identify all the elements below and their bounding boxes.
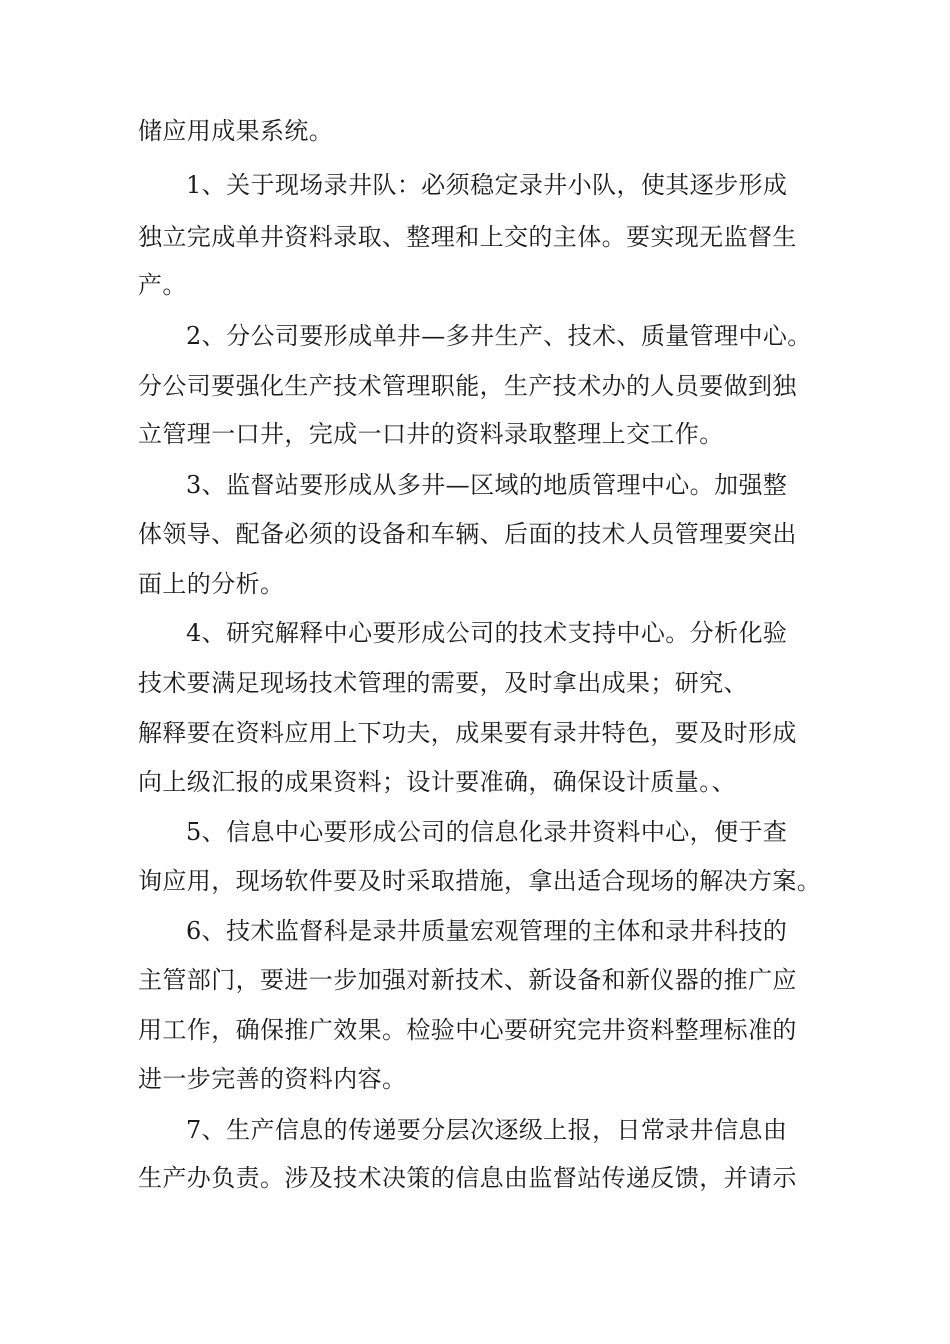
text-line-10: 面上的分析。 (138, 570, 285, 598)
text-line-5: 2、分公司要形成单井—多井生产、技术、质量管理中心。 (186, 322, 812, 350)
text-line-11: 4、研究解释中心要形成公司的技术支持中心。分析化验 (186, 619, 788, 647)
text-line-13: 解释要在资料应用上下功夫，成果要有录井特色，要及时形成 (138, 719, 797, 747)
text-line-22: 生产办负责。涉及技术决策的信息由监督站传递反馈，并请示 (138, 1164, 797, 1192)
text-line-7: 立管理一口井，完成一口井的资料录取整理上交工作。 (138, 420, 724, 448)
text-line-4: 产。 (138, 271, 187, 299)
text-line-16: 询应用，现场软件要及时采取措施，拿出适合现场的解决方案。 (138, 867, 822, 895)
text-line-18: 主管部门，要进一步加强对新技术、新设备和新仪器的推广应 (138, 966, 797, 994)
text-line-8: 3、监督站要形成从多井—区域的地质管理中心。加强整 (186, 471, 788, 499)
text-line-1: 储应用成果系统。 (138, 117, 334, 145)
text-line-19: 用工作，确保推广效果。检验中心要研究完井资料整理标准的 (138, 1016, 797, 1044)
text-line-20: 进一步完善的资料内容。 (138, 1065, 407, 1093)
text-line-6: 分公司要强化生产技术管理职能，生产技术办的人员要做到独 (138, 372, 797, 400)
text-line-17: 6、技术监督科是录井质量宏观管理的主体和录井科技的 (186, 917, 788, 945)
text-line-2: 1、关于现场录井队：必须稳定录井小队，使其逐步形成 (186, 171, 788, 199)
text-line-15: 5、信息中心要形成公司的信息化录井资料中心，便于查 (186, 818, 788, 846)
text-line-9: 体领导、配备必须的设备和车辆、后面的技术人员管理要突出 (138, 520, 797, 548)
text-line-21: 7、生产信息的传递要分层次逐级上报，日常录井信息由 (186, 1116, 788, 1144)
text-line-14: 向上级汇报的成果资料；设计要准确，确保设计质量。、 (138, 768, 736, 796)
text-line-12: 技术要满足现场技术管理的需要，及时拿出成果；研究、 (138, 669, 748, 697)
text-line-3: 独立完成单井资料录取、整理和上交的主体。要实现无监督生 (138, 223, 797, 251)
